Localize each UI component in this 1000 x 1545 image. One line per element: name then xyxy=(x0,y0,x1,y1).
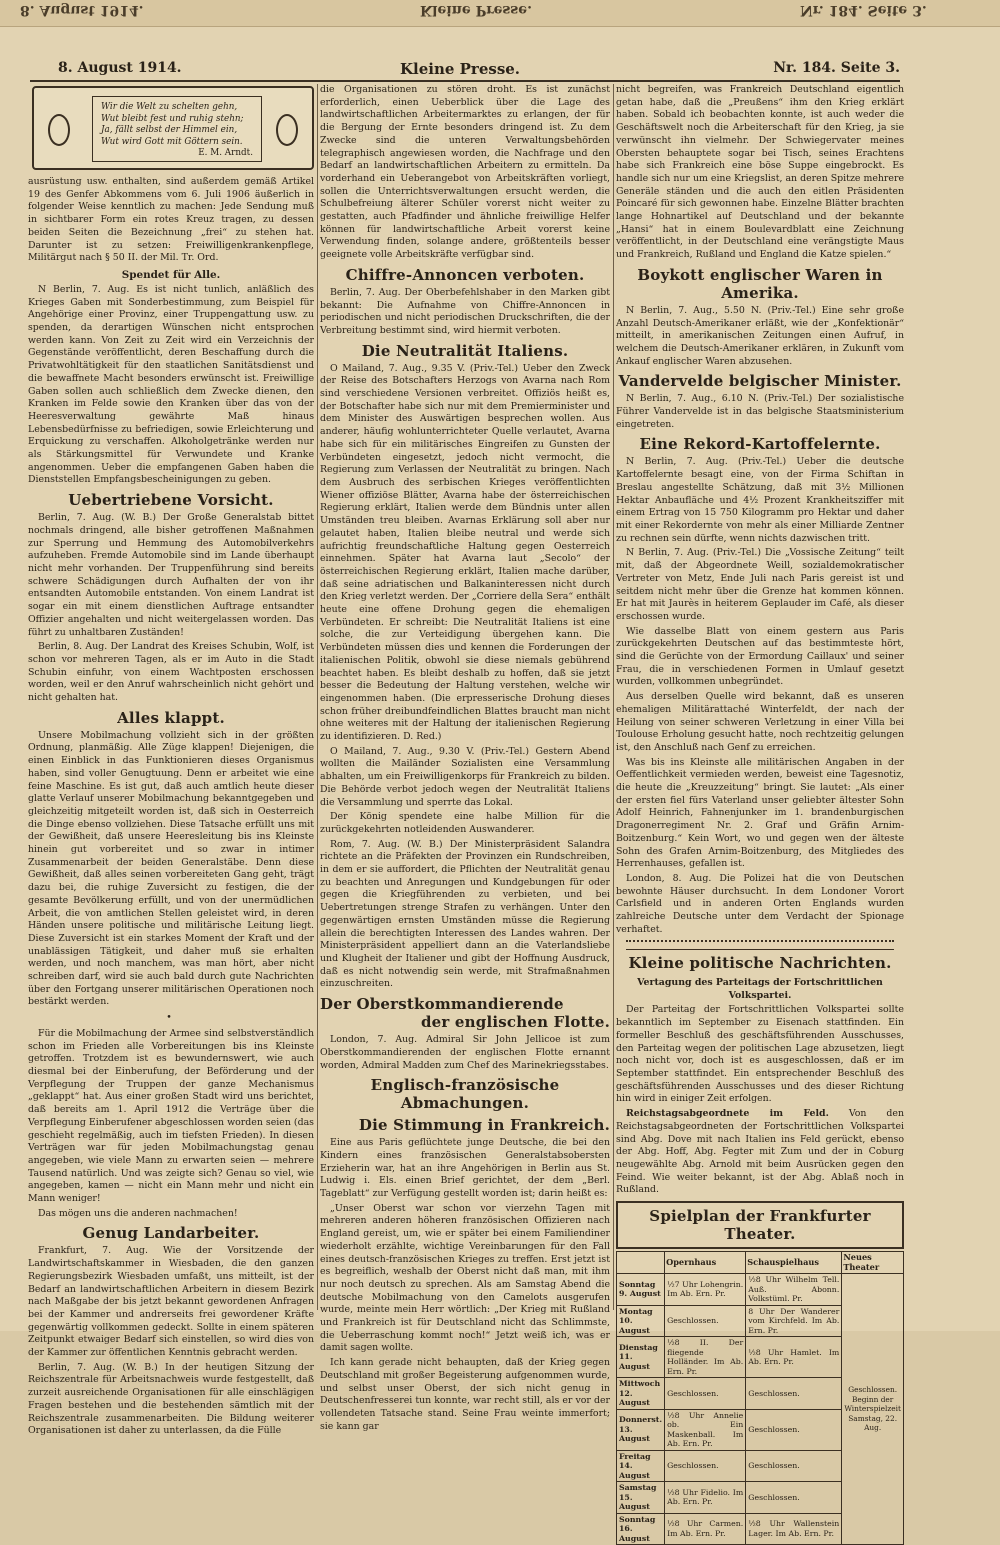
article-text: Aus derselben Quelle wird bekannt, daß es unseren ehemaligen Militärattaché Winterfeldt, der nach der Heilung von seiner schweren Verletzung in einer Villa bei Toulouse Erholung gesucht hatte, noch rechtzeitig gelungen ist, den Anschluß nach Genf zu erreichen. xyxy=(616,691,904,753)
column-2 xyxy=(320,84,610,1432)
table-row xyxy=(617,1274,904,1306)
article-heading: Spendet für Alle. xyxy=(121,268,221,281)
header-page-number: Nr. 184. Seite 3. xyxy=(773,60,900,76)
article-subheading: Vertagung des Parteitags der Fortschrittlichen Volkspartei. xyxy=(637,977,883,1002)
table-cell-day: Dienstag 11. August xyxy=(617,1337,665,1378)
article-text: London, 7. Aug. Admiral Sir John Jellicoe ist zum Oberstkommandierenden der englischen Flotte ernannt worden, Admiral Madden zum Chef des Marinekriegsstabes. xyxy=(320,1034,610,1071)
table-cell: ½7 Uhr Lohengrin. Im Ab. Ern. Pr. xyxy=(665,1274,746,1306)
ornament-left-icon xyxy=(48,114,70,146)
article-text: N Berlin, 7. Aug., 5.50 N. (Priv.-Tel.) Eine sehr große Anzahl Deutsch-Amerikaner erläßt, wie der „Konfektionär“ mitteilt, in amerikanischen Zeitungen einen Aufruf, in welchem die Deutsch-Amerikaner erklären, in Zukunft vom Ankauf englischer Waren abzusehen. xyxy=(616,304,904,367)
article-heading: Uebertriebene Vorsicht. xyxy=(68,491,274,510)
article-text: N Berlin, 7. Aug. (Priv.-Tel.) Die „Vossische Zeitung“ teilt mit, daß der Abgeordnete Weill, sozialdemokratischer Vertreter von Metz, Ende Juli nach Paris gereist ist und seitdem nicht mehr über die Grenze hat kommen können. Er hat mit Jaurès in heiterem Geplauder im Café, als dieser erschossen wurde. xyxy=(616,547,904,622)
article-text: Berlin, 7. Aug. Der Oberbefehlshaber in den Marken gibt bekannt: Die Aufnahme von Chiffre-Annoncen in periodischen und nicht periodischen Druckschriften, die der Verbreitung bestimmt sind, wird hiermit verboten. xyxy=(320,286,610,336)
table-header: Opernhaus xyxy=(665,1252,746,1274)
schedule-title: Spielplan der Frankfurter Theater. xyxy=(649,1207,871,1244)
article-heading: der englischen Flotte. xyxy=(420,1013,610,1032)
article-heading: Chiffre-Annoncen verboten. xyxy=(345,265,585,284)
table-cell: 8 Uhr Der Wanderer vom Kirchfeld. Im Ab. Ern. Pr. xyxy=(746,1305,842,1337)
header-title: Kleine Presse. xyxy=(400,60,521,78)
table-header: Schauspielhaus xyxy=(746,1252,842,1274)
table-cell: Geschlossen. xyxy=(665,1450,746,1482)
article-heading: Alles klappt. xyxy=(117,708,225,727)
table-cell: Geschlossen. xyxy=(665,1378,746,1410)
bleed-page: Nr. 184. Seite 3. xyxy=(800,2,927,18)
ornamental-divider xyxy=(626,940,894,950)
table-cell-day: Freitag 14. August xyxy=(617,1450,665,1482)
table-cell: ½8 Uhr Carmen. Im Ab. Ern. Pr. xyxy=(665,1513,746,1545)
article-heading: Englisch-französische Abmachungen. xyxy=(370,1076,560,1113)
article-heading: Die Neutralität Italiens. xyxy=(361,341,569,360)
table-header-row xyxy=(617,1252,904,1274)
table-header xyxy=(617,1252,665,1274)
table-cell: ½8 Uhr Annelie ob. Ein Maskenball. Im Ab. Ern. Pr. xyxy=(665,1409,746,1450)
table-cell: ½8 Uhr Hamlet. Im Ab. Ern. Pr. xyxy=(746,1337,842,1378)
poem-line: Wut bleibt fest und ruhig stehn; xyxy=(101,113,244,124)
article-subheading: Reichstagsabgeordnete im Feld. xyxy=(626,1108,829,1120)
table-cell: Geschlossen. xyxy=(746,1450,842,1482)
article-text: O Mailand, 7. Aug., 9.30 V. (Priv.-Tel.) Gestern Abend wollten die Mailänder Sozialisten eine Versammlung abhalten, um ein Freiwilligenkorps für Frankreich zu bilden. Die Behörde verbot jedoch wegen der Neutralität Italiens die Versammlung und sperrte das Lokal. xyxy=(320,745,610,808)
article-text: „Unser Oberst war schon vor vierzehn Tagen mit mehreren anderen höheren französischen Offizieren nach England gereist, um, wie er später bei einem Familiendiner wiederholt erzählte, wichtige Vereinbarungen für den Fall eines deutsch-französischen Krieges zu treffen. Erst jetzt ist es begreiflich, weshalb der Oberst nicht daß man, mit ihm nur noch deutsch zu sprechen. Als am Samstag Abend die deutsche Mobilmachung von den Camelots ausgerufen wurde, meinte mein Herr wörtlich: „Der Krieg mit Rußland und Frankreich ist für Deutschland nicht das Schlimmste, die Ueberraschung kommt noch!“ Jetzt weiß ich, was er damit sagen wollte. xyxy=(320,1202,610,1354)
table-cell: Geschlossen. xyxy=(665,1305,746,1337)
schedule-table xyxy=(616,1251,904,1545)
table-cell-day: Sonntag 9. August xyxy=(617,1274,665,1306)
article-text: die Organisationen zu stören droht. Es ist zunächst erforderlich, einen Ueberblick über die Lage des landwirtschaftlichen Arbeitermarktes zu erlangen, der für die Bergung der Ernte besonders dringend ist. Zu dem Zwecke sind die unteren Verwaltungsbehörden telegraphisch angewiesen worden, die Nachfrage und den Bedarf an landwirtschaftlichen Arbeitern zu ermitteln. Da vorderhand ein Ueberangebot von Arbeitskräften vorliegt, sollen die Unterrichtsverwaltungen ersucht werden, die Schulbefreiung älterer Schüler vorerst nicht weiter zu gestatten, auch Pfadfinder und ähnliche freiwillige Helfer können für landwirtschaftliche Arbeit vorerst keine Verwendung finden, solange andere, größtenteils besser geeignete volle Arbeitskräfte verfügbar sind. xyxy=(320,84,610,261)
article-text: Das mögen uns die anderen nachmachen! xyxy=(38,1207,238,1219)
article-text: nicht begreifen, was Frankreich Deutschland eigentlich getan habe, daß die „Preußens“ ihm den Krieg erklärt haben. Sobald ich beobachten konnte, ist auch weder die Geschäftswelt noch die Arbeiterschaft für den Krieg, ja sie verwünscht ihn vielmehr. Der Schwiegervater meines Obersten behauptete sogar bei Tisch, seines Erachtens habe sich Frankreich eine böse Suppe eingebrockt. Es handle sich nur um eine Kriegslist, an deren Spitze mehrere Generäle ständen und die auch den eitlen Präsidenten Poincaré für sich gewonnen habe. Einzelne Blätter brachten lange Hohnartikel auf Deutschland und der bekannte „Hansi“ hat in einem Boulevardblatt eine Zeichnung veröffentlicht, in der Deutschland eine verängstigte Maus und Frankreich, Rußland und England die Katze spielen.“ xyxy=(616,84,904,261)
article-heading: Kleine politische Nachrichten. xyxy=(628,954,892,973)
column-3 xyxy=(616,84,904,1543)
mirrored-bleed-through-header xyxy=(0,0,1000,27)
article-text: Berlin, 7. Aug. (W. B.) Der Große Generalstab bittet nochmals dringend, alle bisher getroffenen Maßnahmen zur Sperrung und Hemmung des Automobilverkehrs aufzuheben. Fremde Automobile sind im Lande überhaupt nicht mehr vorhanden. Der Truppenführung sind bereits schwere Schädigungen durch Aufhalten der von ihr entsandten Automobile entstanden. Von einem Landrat ist sogar ein mit einem dienstlichen Auftrage entsandter Offizier angehalten und nicht weitergelassen worden. Das führt zu unhaltbaren Zuständen! xyxy=(28,512,314,638)
article-text: Ich kann gerade nicht behaupten, daß der Krieg gegen Deutschland mit großer Begeisterung aufgenommen wurde, und selbst unser Oberst, der sich nicht genug in Deutschenfresserei tun konnte, war recht still, als er vor der vollendeten Tatsache stand. Seine Frau weinte immerfort; sie kann gar xyxy=(320,1357,610,1432)
poem-box xyxy=(32,86,314,170)
article-subheading: Die Stimmung in Frankreich. xyxy=(358,1116,610,1135)
table-cell-day: Samstag 15. August xyxy=(617,1482,665,1514)
article-heading: Eine Rekord-Kartoffelernte. xyxy=(639,435,881,454)
article-text: Von den Reichstagsabgeordneten der Fortschrittlichen Volkspartei sind Abg. Dove mit nach Italien ins Feld gerückt, ebenso der Abg. Hoff, Abg. Fegter mit Zum und der in Coburg neugewählte Abg. Arnold mit beim Ausrücken gegen den Feind. Wie weiter bekannt, ist der Abg. Ablaß noch in Rußland. xyxy=(616,1108,904,1196)
article-text: Eine aus Paris geflüchtete junge Deutsche, die bei den Kindern eines französischen Generalstabsobersten Erzieherin war, hat an ihre Angehörigen in Berlin aus St. Ludwig i. Els. einen Brief gerichtet, der dem „Berl. Tageblatt“ zur Verfügung gestellt worden ist; darin heißt es: xyxy=(320,1137,610,1200)
column-rule-1 xyxy=(317,84,318,1310)
table-cell: ½8 II. Der fliegende Holländer. Im Ab. Ern. Pr. xyxy=(665,1337,746,1378)
article-text xyxy=(616,1108,904,1197)
article-text: Für die Mobilmachung der Armee sind selbstverständlich schon im Frieden alle Vorbereitungen bis ins Kleinste getroffen. Trotzdem ist es bewundernswert, wie auch diesmal bei der Einberufung, der Beförderung und der Verpflegung der Truppen der ganze Mechanismus „geklappt“ hat. Aus einer großen Stadt wird uns berichtet, daß bereits am 1. April 1912 die Verträge über die Verpflegung Einberufener abgeschlossen worden seien (das geschieht regelmäßig, auch im tiefsten Frieden). In diesen Verträgen war für jeden Mobilmachungstag genau angegeben, wie viele Mann zu erwarten seien — mehrere Tausend natürlich. Und was zeigte sich? Genau so viel, wie angegeben, kamen — nicht ein Mann mehr und nicht ein Mann weniger! xyxy=(28,1027,314,1205)
article-text: Rom, 7. Aug. (W. B.) Der Ministerpräsident Salandra richtete an die Präfekten der Provinzen ein Rundschreiben, in dem er sie auffordert, die Pflichten der Neutralität genau zu beachten und Anregungen und Kundgebungen für oder gegen die Kriegführenden zu verbieten, und bei Uebertretungen strenge Strafen zu verhängen. Unter den gegenwärtigen ernsten Umständen müsse die Regierung allein die berechtigten Interessen des Landes wahren. Der Ministerpräsident appelliert dann an die Vaterlandsliebe und Klugheit der Italiener und gibt der Hoffnung Ausdruck, daß es nicht notwendig sein werde, mit Strafmaßnahmen einzuschreiten. xyxy=(320,838,610,990)
table-cell: Geschlossen. xyxy=(746,1409,842,1450)
table-cell: ½8 Uhr Fidelio. Im Ab. Ern. Pr. xyxy=(665,1482,746,1514)
poem-line: Wir die Welt zu schelten gehn, xyxy=(101,102,238,112)
article-heading: Boykott englischer Waren in Amerika. xyxy=(637,265,883,302)
poem-line: Ja, fällt selbst der Himmel ein, xyxy=(101,125,238,136)
poem-line: Wut wird Gott mit Göttern sein. xyxy=(101,136,243,147)
ornament-right-icon xyxy=(276,114,298,146)
header-date: 8. August 1914. xyxy=(58,60,182,76)
poem-frame xyxy=(92,96,262,162)
table-cell: ½8 Uhr Wallenstein Lager. Im Ab. Ern. Pr. xyxy=(746,1513,842,1545)
table-cell-day: Donnerst. 13. August xyxy=(617,1409,665,1450)
table-cell: Geschlossen. xyxy=(746,1482,842,1514)
article-text: Berlin, 7. Aug. (W. B.) In der heutigen Sitzung der Reichszentrale für Arbeitsnachweis wurde festgestellt, daß zurzeit ausreichende Organisationen für alle einschlägigen Fragen bestehen und die bestehenden sämtlich mit der Reichszentrale zusammenarbeiten. Die Bildung weiterer Organisationen ist daher zu unterlassen, da die Fülle xyxy=(28,1361,314,1437)
article-heading: Der Oberstkommandierende xyxy=(320,995,564,1014)
article-text: Der Parteitag der Fortschrittlichen Volkspartei sollte bekanntlich im September zu Eisenach stattfinden. Ein formeller Beschluß des geschäftsführenden Ausschusses, den Parteitag wegen der politischen Lage abzusetzen, liegt noch nicht vor, doch ist es ausgeschlossen, daß er im September stattfindet. Ein entsprechender Beschluß des geschäftsführenden Ausschusses und des dieser Richtung hin wird in einiger Zeit erfolgen. xyxy=(616,1004,904,1105)
article-heading: Genug Landarbeiter. xyxy=(82,1224,260,1243)
theater-schedule xyxy=(616,1201,904,1249)
page-header xyxy=(30,58,900,82)
table-header: Neues Theater xyxy=(842,1252,904,1274)
article-text: ausrüstung usw. enthalten, sind außerdem gemäß Artikel 19 des Genfer Abkommens vom 6. Juli 1906 äußerlich in folgender Weise kenntlich zu machen: Jede Sendung muß in sichtbarer Form ein rotes Kreuz tragen, zu dessen beiden Seiten die Bezeichnung „frei“ zu stehen hat. Darunter ist zu setzen: Freiwilligenkrankenpflege, Militärgut nach § 50 II. der Mil. Tr. Ord. xyxy=(28,176,314,264)
bleed-title: Kleine Presse. xyxy=(420,2,533,18)
article-text: Unsere Mobilmachung vollzieht sich in der größten Ordnung, planmäßig. Alle Züge klappen! Diejenigen, die einen Einblick in das Funktionieren dieses Organismus haben, sind voller Genugtuung. Denn er arbeitet wie eine feine Maschine. Es ist gut, daß auch amtlich heute dieser glatte Verlauf unserer Mobilmachung bekanntgegeben und gleichzeitig mitgeteilt worden ist, daß sich in Oesterreich die Dinge ebenso vollziehen. Diese Tatsache erfüllt uns mit der Gewißheit, daß unsere Heeresleitung bis ins Kleinste hinein gut vorbereitet und so zwar in intimer Zusammenarbeit der beiden Generalstäbe. Denn diese Gewißheit, daß alles seinen vorbereiteten Gang geht, trägt dazu bei, die ruhige Zuversicht zu festigen, die der gesamte Bevölkerung erfüllt, und von der unermüdlichen Arbeit, die von amtlichen Stellen geleistet wird, in deren Händen unsere politische und militärische Leitung liegt. Diese Zuversicht ist ein starkes Moment der Kraft und der unablässigen Tätigkeit, und daher muß sie erhalten werden, und noch manchem, was man hört, aber nicht schreiben darf, wird sie auch bald durch gute Nachrichten über den Fortgang unserer militärischen Operationen noch bestärkt werden. xyxy=(28,729,314,1008)
table-cell: Geschlossen. xyxy=(746,1378,842,1410)
column-1 xyxy=(28,84,314,1437)
separator-dot: • xyxy=(166,1012,176,1024)
article-text: N Berlin, 7. Aug. (Priv.-Tel.) Ueber die deutsche Kartoffelernte besagt eine, von der Firma Schiftan in Breslau angestellte Schätzung, daß mit 3½ Millionen Hektar Anbaufläche und 4½ Prozent Krankheitsziffer mit einem Ertrag von 15 750 Kilogramm pro Hektar und daher mit einer Rekordernte von mehr als einer Milliarde Zentner zu rechnen sein dürfte, wenn nichts dazwischen tritt. xyxy=(616,456,904,544)
article-text: Der König spendete eine halbe Million für die zurückgekehrten notleidenden Auswanderer. xyxy=(320,811,610,835)
article-text: N Berlin, 7. Aug. Es ist nicht tunlich, anläßlich des Krieges Gaben mit Sonderbestimmung, zum Beispiel für Angehörige einer Provinz, einer Truppengattung usw. zu spenden, da derartigen Wünschen nicht entsprochen werden kann. Von Zeit zu Zeit wird ein Verzeichnis der Gegenstände veröffentlicht, deren Beschaffung durch die Privatwohltätigkeit für den staatlichen Sanitätsdienst und die bewaffnete Macht besonders erwünscht ist. Freiwillige Gaben sollen auch schließlich dem Zwecke dienen, den Kranken im Felde sowie den Kranken über das von der Heeresverwaltung gewährte Maß hinaus Lebensbedürfnisse zu befriedigen, sowie Erleichterung und Erquickung zu verschaffen. Alkoholgetränke werden nur als Stärkungsmittel für Verwundete und Kranke angenommen. Ueber die empfangenen Gaben haben die Dienststellen Empfangsbescheinigungen zu geben. xyxy=(28,283,314,486)
table-cell-day: Mittwoch 12. August xyxy=(617,1378,665,1410)
article-heading: Vandervelde belgischer Minister. xyxy=(618,372,902,391)
poem-author: E. M. Arndt. xyxy=(198,148,253,159)
article-text: O Mailand, 7. Aug., 9.35 V. (Priv.-Tel.) Ueber den Zweck der Reise des Botschafters Herzogs von Avarna nach Rom sind verschiedene Versionen verbreitet. Offiziös heißt es, der Botschafter habe sich nur mit dem Premierminister und dem Minister des Auswärtigen besprechen wollen. Aus anderer, häufig wohlunterrichteter Quelle verlautet, Avarna habe sich für ein militärisches Eingreifen zu Gunsten der Verbündeten eingesetzt, jedoch nicht vermocht, die Regierung zum Verlassen der Neutralität zu bringen. Nach dem Ausbruch des serbischen Krieges veröffentlichten Wiener offiziöse Blätter, Avarna habe der österreichischen Regierung erklärt, Italien werde dem Bündnis unter allen Umständen treu bleiben. Avarnas Erklärung soll aber nur gelautet haben, Italien bleibe neutral und werde sich aufrichtig freundschaftliche Haltung gegen Oesterreich einnehmen. Später hat Avarna laut „Secolo“ der österreichischen Regierung erklärt, Italien mache darüber, daß seine adriatischen und Balkaninteressen nicht durch den Krieg verletzt werden. Der „Corriere della Sera“ enthält heute eine offene Drohung gegen die ehemaligen Verbündeten. Er schreibt: Die Neutralität Italiens ist eine solche, die zur Verteidigung übergehen kann. Die Verbündeten müssen dies und kennen die Forderungen der italienischen Politik, obwohl sie diese niemals gebührend beachtet haben. Es bleibt deshalb zu hoffen, daß sie jetzt besser die Bedeutung der Haltung verstehen, welche wir eingenommen haben. (Die erpresserische Drohung dieses schon früher dreibundfeindlichen Blattes braucht man nicht ohne weiteres mit der Haltung der italienischen Regierung zu identifizieren. D. Red.) xyxy=(320,362,610,743)
bleed-date: 8. August 1914. xyxy=(20,2,144,18)
column-rule-2 xyxy=(613,84,614,1310)
article-text: N Berlin, 7. Aug., 6.10 N. (Priv.-Tel.) Der sozialistische Führer Vandervelde ist in das belgische Staatsministerium eingetreten. xyxy=(616,393,904,430)
article-text: Berlin, 8. Aug. Der Landrat des Kreises Schubin, Wolf, ist schon vor mehreren Tagen, als er im Auto in die Stadt Schubin einfuhr, von einem Wachtposten erschossen worden, weil er den Anruf wahrscheinlich nicht gehört und nicht gehalten hat. xyxy=(28,641,314,704)
article-text: Was bis ins Kleinste alle militärischen Angaben in der Oeffentlichkeit vermieden werden, beweist eine Tagesnotiz, die heute die „Kreuzzeitung“ bringt. Sie lautet: „Als einer der ersten fiel fürs Vaterland unser geliebter ältester Sohn Adolf Heinrich, Fahnenjunker im 1. brandenburgischen Dragonerregiment Nr. 2. Graf und Gräfin Arnim-Boitzenburg.“ Kein Wort, wo und gegen wen der älteste Sohn des Grafen Arnim-Boitzenburg, des Mitgliedes des Herrenhauses, gefallen ist. xyxy=(616,756,904,870)
table-cell-neues-theater: Geschlossen. Beginn der Winterspielzeit Samstag, 22. Aug. xyxy=(842,1274,904,1545)
article-text: Wie dasselbe Blatt von einem gestern aus Paris zurückgekehrten Deutschen auf das bestimmteste hört, sind die Gerüchte von der Ermordung Caillaux' und seiner Frau, die in verschiedenen Formen in Umlauf gesetzt wurden, vollkommen unbegründet. xyxy=(616,625,904,688)
article-text: Frankfurt, 7. Aug. Wie der Vorsitzende der Landwirtschaftskammer in Wiesbaden, die den ganzen Regierungsbezirk Wiesbaden umfaßt, uns mitteilt, ist der Bedarf an landwirtschaftlichen Arbeitern in diesem Bezirk nach Maßgabe der bis jetzt bekannt gewordenen Anfragen bei der Kammer und andrerseits frei gewordener Kräfte gegenwärtig vollkommen gedeckt. Sollte in einem späteren Zeitpunkt etwaiger Bedarf sich einstellen, so wird dies von der Kammer zur öffentlichen Kenntnis gebracht werden. xyxy=(28,1245,314,1359)
table-cell: ½8 Uhr Wilhelm Tell. Auß. Abonn. Volkstüml. Pr. xyxy=(746,1274,842,1306)
table-cell-day: Sonntag 16. August xyxy=(617,1513,665,1545)
table-cell-day: Montag 10. August xyxy=(617,1305,665,1337)
article-text: London, 8. Aug. Die Polizei hat die von Deutschen bewohnte Häuser durchsucht. In dem Londoner Vorort Carlsfield und in anderen Orten Englands wurden zahlreiche Deutsche unter dem Verdacht der Spionage verhaftet. xyxy=(616,872,904,935)
